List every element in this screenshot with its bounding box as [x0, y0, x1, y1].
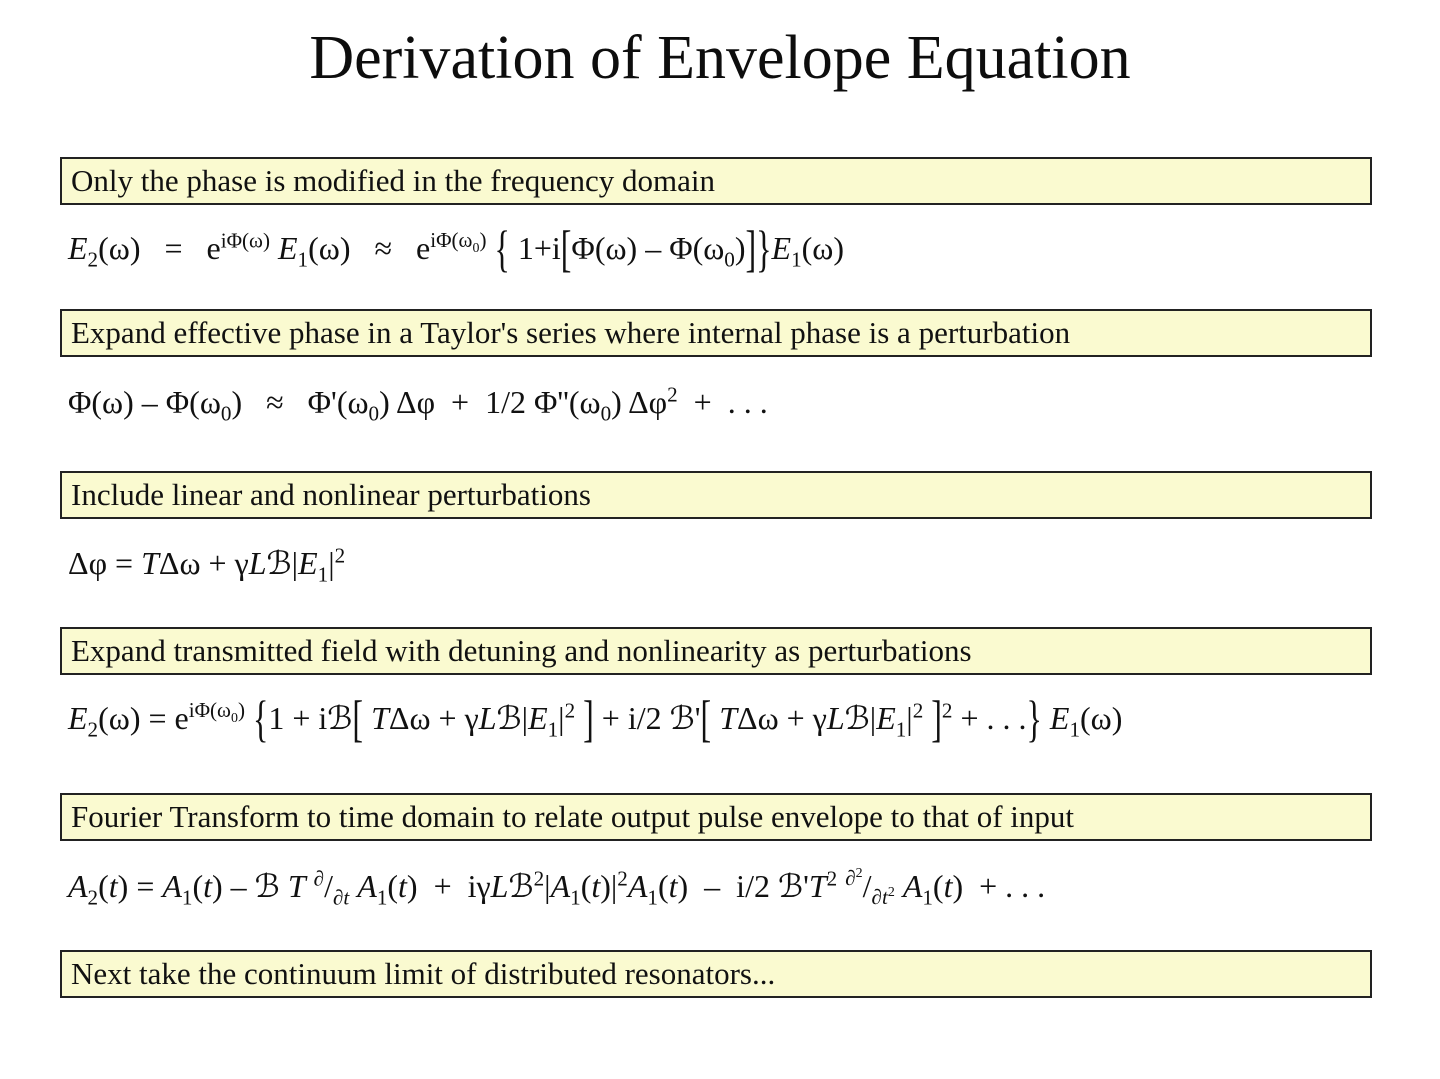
section-heading-transmitted-field: Expand transmitted field with detuning and nonlinearity as perturbations: [60, 627, 1372, 675]
equation-taylor-expansion: $\Phi(\omega) - \Phi(\omega_0) \approx \Phi'(\omega_0) \Delta\varphi + 1/2$ $\Phi''(\omega_0) \Delta\varphi^2$ + . . .: [68, 382, 768, 426]
equation-transmitted-field: $E_2(\omega) = e^{i\Phi(\omega_0)}$ {1 + iℬ[ $T\Delta\omega + \gamma Lℬ|E_1|^2$ ] + i/2 ℬ'[ $T\Delta\omega + \gamma Lℬ|E_1|^2$ ]$^2$ + . . .} $E_1(\omega)$: [68, 689, 1123, 747]
section-heading-fourier-transform: Fourier Transform to time domain to relate output pulse envelope to that of input: [60, 793, 1372, 841]
section-heading-phase-modified: Only the phase is modified in the frequency domain: [60, 157, 1372, 205]
slide-title: Derivation of Envelope Equation: [309, 24, 1131, 92]
equation-phase-modification: $E_2(\omega) = e^{i\Phi(\omega)}$ $E_1(\omega) \approx e^{i\Phi(\omega_0)}$ { $1+i[\Phi(\omega) - \Phi(\omega_0)]\}E_1(\omega)$: [68, 219, 845, 277]
section-heading-continuum-limit: Next take the continuum limit of distributed resonators...: [60, 950, 1372, 998]
section-heading-taylor-series: Expand effective phase in a Taylor's series where internal phase is a perturbation: [60, 309, 1372, 357]
equation-envelope: $A_2(t) = A_1(t)$ – ℬ T $^\partial/_{\partial t}$ $A_1(t)$ + $i\gamma Lℬ^2|A_1(t)|^2A_1(t) - i/2$ $ℬ'T^2$ $^{\partial^2}/_{\partial t^2}$ $A_1(t)$ + . . .: [68, 866, 1046, 910]
equation-phase-perturbation: $\Delta\varphi = T\Delta\omega + \gamma Lℬ|E_1|^2$: [68, 543, 346, 587]
section-heading-perturbations: Include linear and nonlinear perturbations: [60, 471, 1372, 519]
